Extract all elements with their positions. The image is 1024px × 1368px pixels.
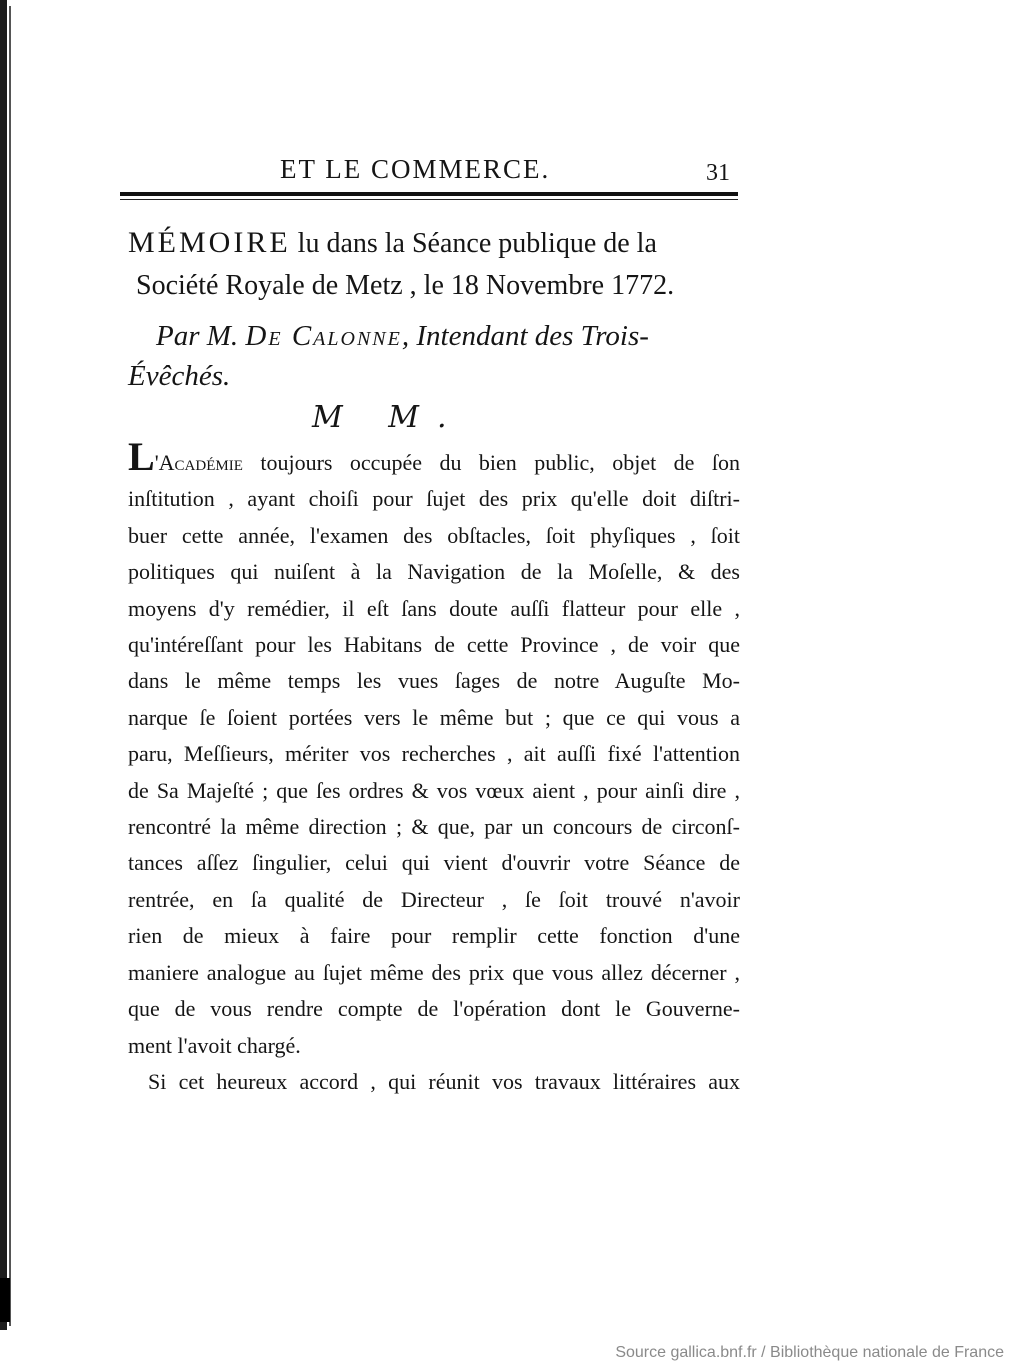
source-attribution: Source gallica.bnf.fr / Bibliothèque nationale de France bbox=[615, 1344, 1004, 1361]
body-line: tances aſſez ſingulier, celui qui vient d'ouvrir votre Séance de bbox=[128, 850, 740, 876]
body-line: rentrée, en ſa qualité de Directeur , ſe ſoit trouvé n'avoir bbox=[128, 886, 740, 912]
paragraph-2-line: Si cet heureux accord , qui réunit vos travaux littéraires aux bbox=[148, 1068, 740, 1094]
author-line-2: Évêchés. bbox=[128, 360, 231, 392]
running-title: ET LE COMMERCE. bbox=[280, 154, 551, 184]
title-line-2: Société Royale de Metz , le 18 Novembre 1772. bbox=[136, 270, 675, 301]
body-line: que de vous rendre compte de l'opération dont le Gouverne- bbox=[128, 996, 740, 1022]
author-prefix: Par M. bbox=[156, 320, 246, 352]
body-line: dans le même temps les vues ſages de notre Auguſte Mo- bbox=[128, 668, 740, 694]
body-line: moyens d'y remédier, il eſt ſans doute auſſi flatteur pour elle , bbox=[128, 595, 740, 621]
drop-cap: L bbox=[128, 434, 155, 479]
page-number: 31 bbox=[706, 160, 730, 186]
running-head bbox=[118, 152, 738, 192]
author-byline bbox=[128, 316, 748, 396]
body-line: buer cette année, l'examen des obſtacles, ſoit phyſiques , ſoit bbox=[128, 522, 740, 548]
title-caps: MÉMOIRE bbox=[128, 226, 291, 259]
header-rule-thin bbox=[120, 199, 738, 200]
header-rule-thick bbox=[120, 192, 738, 196]
body-line: de Sa Majeſté ; que ſes ordres & vos vœux aient , pour ainſi dire , bbox=[128, 777, 740, 803]
body-line: narque ſe ſoient portées vers le même but ; que ce qui vous a bbox=[128, 704, 740, 730]
body-line: inſtitution , ayant choiſi pour ſujet des prix qu'elle doit diſtri- bbox=[128, 486, 740, 512]
binding-edge-shadow bbox=[9, 6, 11, 1326]
author-line-1 bbox=[128, 316, 748, 356]
body-line: ment l'avoit chargé. bbox=[128, 1032, 301, 1058]
body-text bbox=[128, 434, 740, 1100]
body-line: maniere analogue au ſujet même des prix que vous allez décerner , bbox=[128, 959, 740, 985]
body-line bbox=[128, 434, 740, 481]
body-line: rencontré la même direction ; & que, par un concours de circonſ- bbox=[128, 814, 740, 840]
body-line-text: toujours occupée du bien public, objet de ſon bbox=[242, 450, 740, 475]
title-line-1 bbox=[128, 222, 748, 265]
title-line-1-rest: lu dans la Séance publique de la bbox=[290, 228, 657, 259]
author-suffix: , Intendant des Trois- bbox=[401, 320, 649, 352]
salutation: M M. bbox=[312, 400, 465, 435]
binding-tab bbox=[0, 1278, 10, 1322]
body-line: paru, Meſſieurs, mériter vos recherches , ait auſſi fixé l'attention bbox=[128, 741, 740, 767]
memoir-title bbox=[128, 222, 748, 307]
body-line: qu'intéreſſant pour les Habitans de cette Province , de voir que bbox=[128, 632, 740, 658]
first-word: 'Académie bbox=[154, 450, 243, 475]
author-name: De Calonne bbox=[245, 320, 402, 352]
body-line: rien de mieux à faire pour remplir cette fonction d'une bbox=[128, 923, 740, 949]
binding-edge bbox=[0, 0, 7, 1330]
body-line: politiques qui nuiſent à la Navigation de la Moſelle, & des bbox=[128, 559, 740, 585]
